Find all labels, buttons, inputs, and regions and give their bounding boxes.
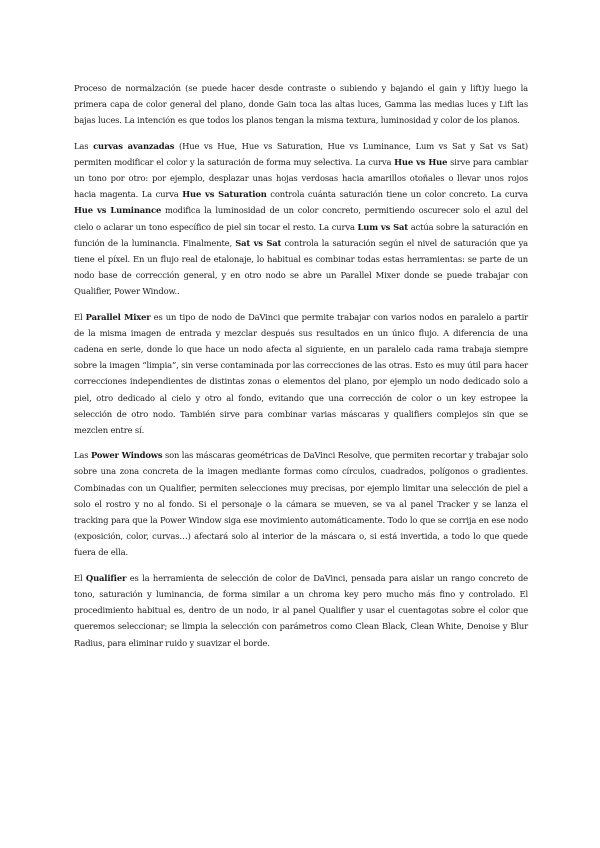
bold-term: Lum vs Sat <box>357 221 409 232</box>
bold-term: Power Windows <box>90 450 163 461</box>
bold-term: Hue vs Hue <box>394 156 448 167</box>
text-segment: son las máscaras geométricas de DaVinci Resolve, que permiten recortar y trabajar solo sobre una zona concreta de la imagen mediante formas como círculos, cuadrados, polígonos o gradientes. Combinadas con un Qualifier, permiten selecciones muy precisas, por ejemplo limitar una selección de piel a solo el rostro y no al fondo. Si el personaje o la cámara se mueven, se va al panel Tracker y se lanza el tracking para que la Power Window siga ese movimiento automáticamente. Todo lo que se corrija en ese nodo (exposición, color, curvas…) afectará solo al interior de la máscara o, si está invertida, a todo lo que quede fuera de ella. <box>74 450 528 558</box>
text-segment: modifica la luminosidad de un color concreto, permitiendo oscurecer solo el azul del cielo o aclarar un tono específico de piel sin tocar el resto. La curva <box>74 205 528 232</box>
text-segment: es la herramienta de selección de color de DaVinci, pensada para aislar un rango concreto de tono, saturación y luminancia, de forma similar a un chroma key pero mucho más fino y controlado. El procedimiento habitual es, dentro de un nodo, ir al panel Qualifier y usar el cuentagotas sobre el color que queremos seleccionar; se limpia la selección con parámetros como Clean Black, Clean White, Denoise y Blur Radius, para eliminar ruido y suavizar el borde. <box>74 572 528 648</box>
text-segment: Las <box>74 140 94 151</box>
text-segment: El <box>74 311 86 322</box>
text-segment: controla la saturación según el nivel de saturación que ya tiene el píxel. En un flujo real de etalonaje, lo habitual es combinar todas estas herramientas: se parte de un nodo base de corrección general, y en otro nodo se abre un Parallel Mixer donde se puede trabajar con Qualifier, Power Window.. <box>74 237 528 297</box>
text-segment: es un tipo de nodo de DaVinci que permite trabajar con varios nodos en paralelo a partir de la misma imagen de entrada y mezclar después sus resultados en un único flujo. A diferencia de una cadena en serie, donde lo que hace un nodo afecta al siguiente, en un paralelo cada rama trabaja siempre sobre la imagen “limpia”, sin verse contaminada por las correcciones de las otras. Esto es muy útil para hacer correcciones independientes de distintas zonas o elementos del plano, por ejemplo un nodo dedicado solo a piel, otro dedicado al cielo y otro al fondo, evitando que una corrección de color o un key estropee la selección de otro nodo. También sirve para combinar varias máscaras y qualifiers complejos sin que se mezclen entre sí. <box>74 311 529 436</box>
paragraph-advanced-curves <box>74 138 528 300</box>
paragraph-parallel-mixer <box>74 309 528 439</box>
bold-term: Parallel Mixer <box>85 311 151 322</box>
bold-term: Sat vs Sat <box>235 237 282 248</box>
text-segment: Proceso de normalzación (se puede hacer desde contraste o subiendo y bajando el gain y lift)y luego la primera capa de color general del plano, donde Gain toca las altas luces, Gamma las medias luces y Lift las bajas luces. La intención es que todos los planos tengan la misma textura, luminosidad y color de los planos. <box>74 83 528 126</box>
bold-term: Qualifier <box>85 572 127 583</box>
text-segment: actúa sobre la saturación en función de la luminancia. Finalmente, <box>74 221 528 248</box>
text-segment: sirve para cambiar un tono por otro: por ejemplo, desplazar unas hojas verdosas hacia amarillos otoñales o llevar unos rojos hacia magenta. La curva <box>74 156 528 200</box>
text-segment: El <box>74 572 86 583</box>
text-segment: (Hue vs Hue, Hue vs Saturation, Hue vs Luminance, Lum vs Sat y Sat vs Sat) permiten modificar el color y la saturación de forma muy selectiva. La curva <box>74 140 528 167</box>
bold-term: Hue vs Luminance <box>74 205 162 216</box>
text-segment: controla cuánta saturación tiene un color concreto. La curva <box>266 189 528 200</box>
bold-term: Hue vs Saturation <box>182 189 267 200</box>
paragraph-power-windows <box>74 447 528 560</box>
paragraph-normalization <box>74 80 528 129</box>
text-segment: Las <box>74 450 91 461</box>
document-body <box>74 80 528 660</box>
paragraph-qualifier <box>74 570 528 651</box>
bold-term: curvas avanzadas <box>93 140 175 151</box>
